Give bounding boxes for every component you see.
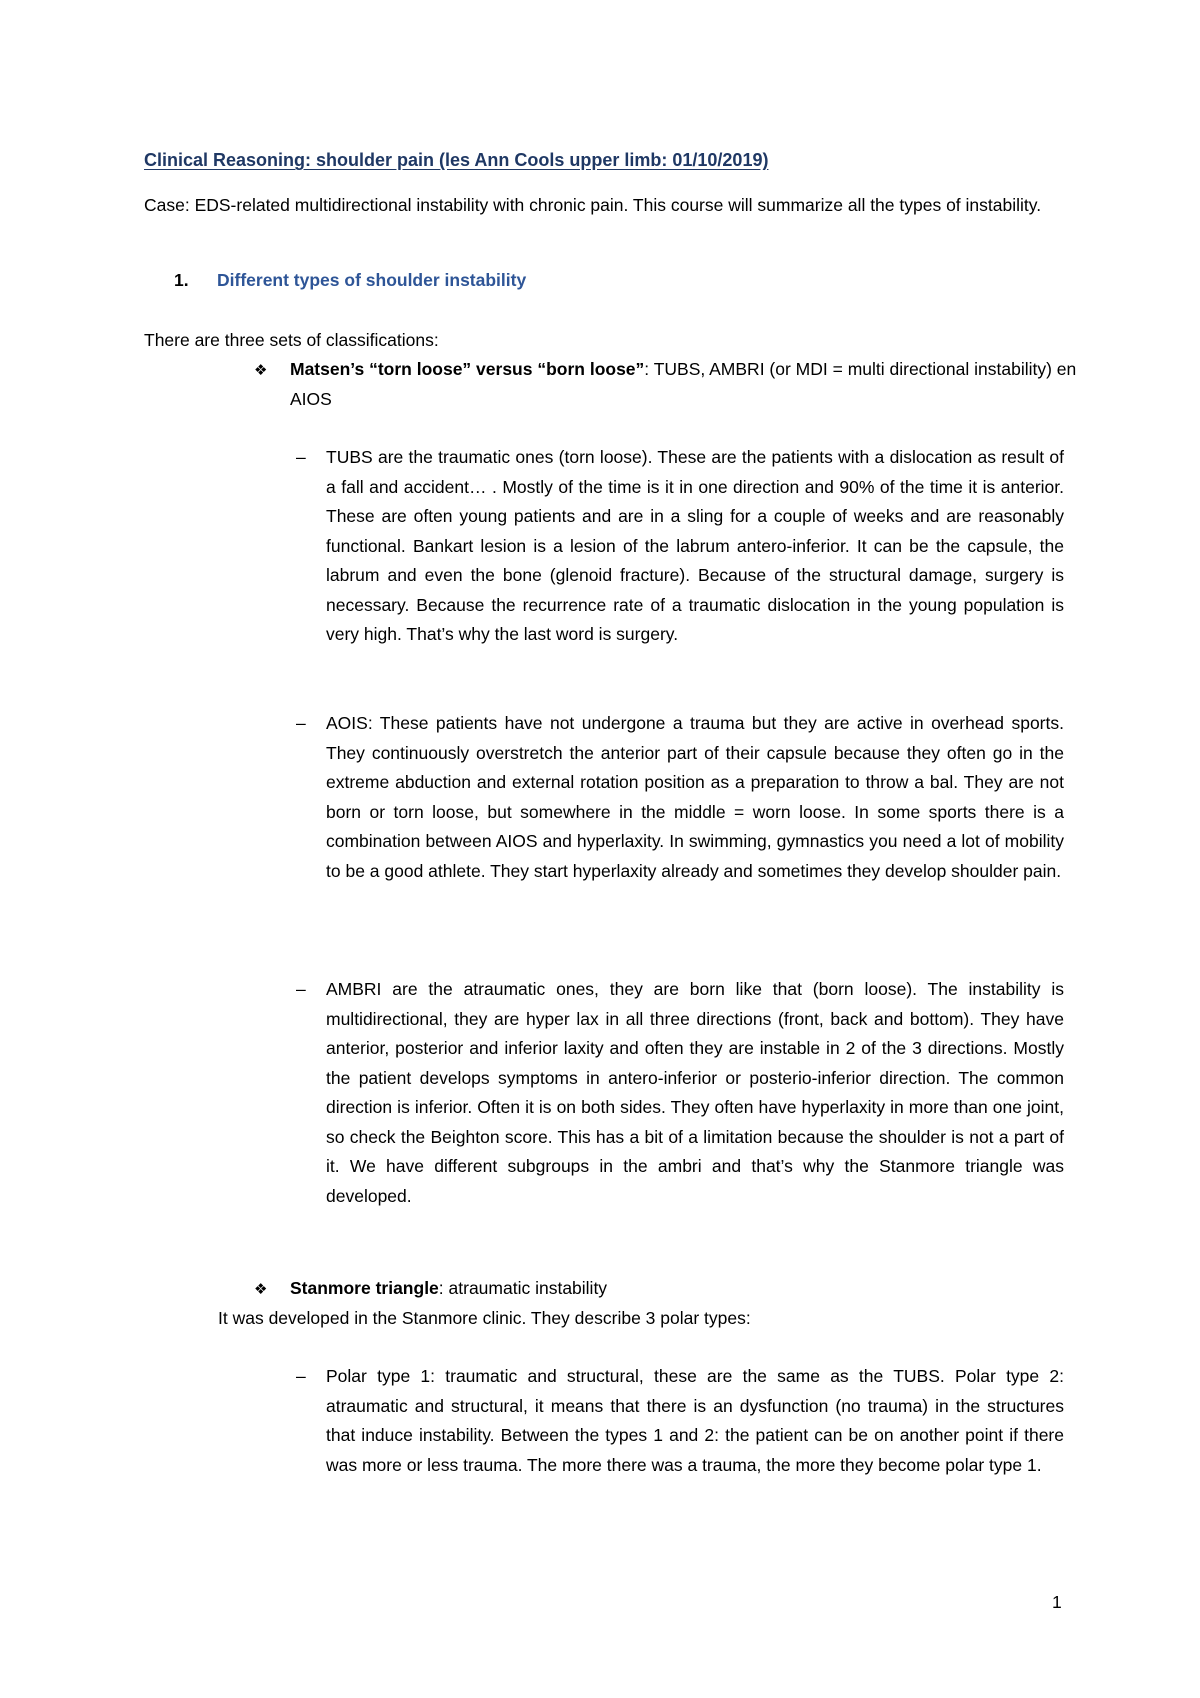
page-title: Clinical Reasoning: shoulder pain (les Ann Cools upper limb: 01/10/2019) — [144, 150, 769, 170]
dash-item-aois: AOIS: These patients have not undergone a trauma but they are active in overhead sports. They continuously overstretch the anterior part of their capsule because they often go in the extreme abduction and external rotation position as a preparation to throw a bal. They are not born or torn loose, but somewhere in the middle = worn loose. In some sports there is a combination between AIOS and hyperlaxity. In swimming, gymnastics you need a lot of mobility to be a good athlete. They start hyperlaxity already and sometimes they develop shoulder pain. — [326, 713, 1064, 881]
dash-item-tubs: TUBS are the traumatic ones (torn loose). These are the patients with a dislocation as result of a fall and accident… . Mostly of the time is it in one direction and 90% of the time it is anterior. These are often young patients and are in a sling for a couple of weeks and are reasonably functional. Bankart lesion is a lesion of the labrum antero-inferior. It can be the capsule, the labrum and even the bone (glenoid fracture). Because of the structural damage, surgery is necessary. Because the recurrence rate of a traumatic dislocation in the young population is very high. That’s why the last word is surgery. — [326, 447, 1064, 644]
bullet-stanmore — [290, 1274, 1080, 1304]
dash-item-ambri: AMBRI are the atraumatic ones, they are born like that (born loose). The instability is multidirectional, they are hyper lax in all three directions (front, back and bottom). They have anterior, posterior and inferior laxity and often they are instable in 2 of the 3 directions. Mostly the patient develops symptoms in antero-inferior or posterio-inferior direction. The common direction is inferior. Often it is on both sides. They often have hyperlaxity in more than one joint, so check the Beighton score. This has a bit of a limitation because the shoulder is not a part of it. We have different subgroups in the ambri and that’s why the Stanmore triangle was developed. — [326, 979, 1064, 1206]
dash-bullet-icon: – — [296, 979, 306, 999]
section-number: 1. — [174, 270, 189, 290]
section-heading-text: Different types of shoulder instability — [217, 270, 527, 290]
dash-bullet-icon: – — [296, 447, 306, 467]
dash-bullet-icon: – — [296, 1366, 306, 1386]
intro-paragraph: Case: EDS-related multidirectional instability with chronic pain. This course will summarize all the types of instability. — [144, 195, 1042, 215]
bullet-matsen-text: : TUBS, AMBRI (or MDI = multi directional instability) en AIOS — [290, 359, 1077, 409]
section-heading — [174, 266, 526, 296]
page-number: 1 — [1052, 1592, 1062, 1612]
dash-bullet-icon: – — [296, 713, 306, 733]
dash-item-polar-types: Polar type 1: traumatic and structural, these are the same as the TUBS. Polar type 2: atraumatic and structural, it means that there is an dysfunction (no trauma) in the structures that induce instability. Between the types 1 and 2: the patient can be on another point if there was more or less trauma. The more there was a trauma, the more they become polar type 1. — [326, 1366, 1064, 1475]
bullet-matsen — [290, 355, 1080, 414]
bullet-matsen-bold: Matsen’s “torn loose” versus “born loose” — [290, 359, 645, 379]
stanmore-intro: It was developed in the Stanmore clinic. They describe 3 polar types: — [218, 1308, 751, 1328]
diamond-bullet-icon: ❖ — [254, 1281, 268, 1298]
diamond-bullet-icon: ❖ — [254, 362, 268, 379]
bullet-stanmore-text: : atraumatic instability — [438, 1278, 608, 1298]
classifications-intro: There are three sets of classifications: — [144, 330, 439, 350]
bullet-stanmore-bold: Stanmore triangle — [290, 1278, 439, 1298]
